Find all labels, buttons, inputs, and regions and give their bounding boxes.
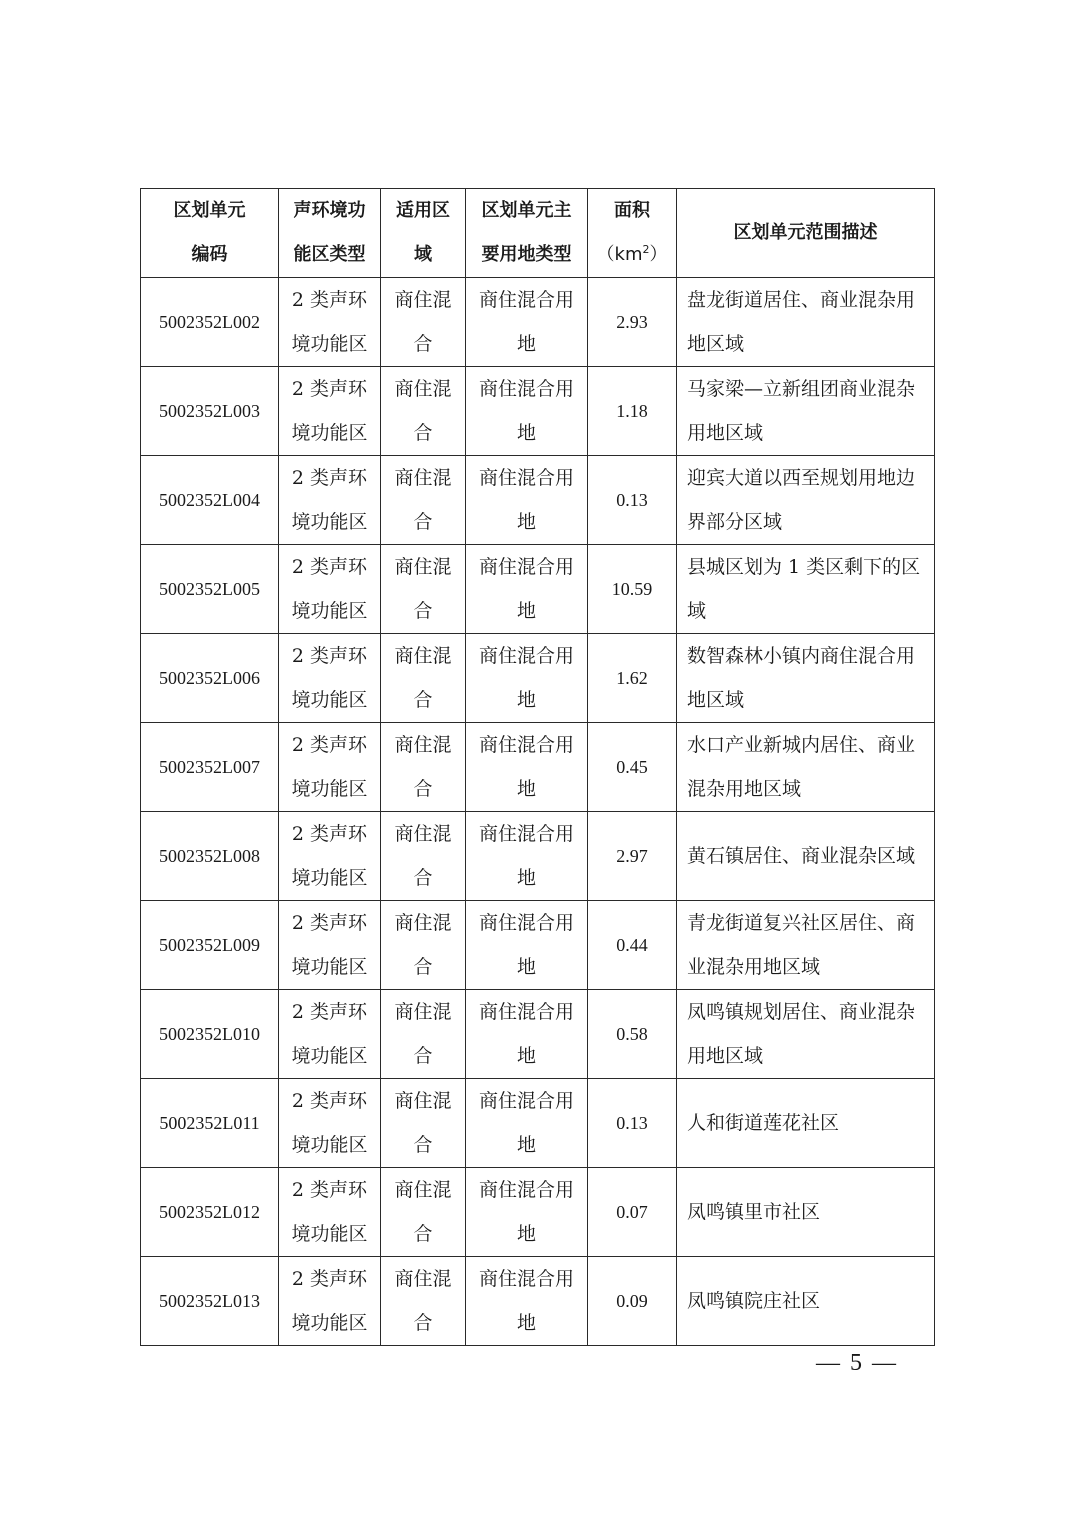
cell-region: 商住混 合	[381, 367, 466, 456]
cell-description: 马家梁—立新组团商业混杂用地区域	[677, 367, 935, 456]
cell-land-type: 商住混合用 地	[466, 367, 588, 456]
header-zone-type: 声环境功 能区类型	[279, 189, 381, 278]
cell-land-type: 商住混合用 地	[466, 1079, 588, 1168]
cell-area: 2.93	[588, 278, 677, 367]
cell-area: 0.13	[588, 456, 677, 545]
table-row	[141, 634, 935, 723]
cell-description: 盘龙街道居住、商业混杂用地区域	[677, 278, 935, 367]
cell-description: 人和街道莲花社区	[677, 1079, 935, 1168]
header-description: 区划单元范围描述	[677, 189, 935, 278]
header-region: 适用区 域	[381, 189, 466, 278]
cell-code: 5002352L012	[141, 1168, 279, 1257]
cell-code: 5002352L002	[141, 278, 279, 367]
zoning-table	[140, 188, 935, 1346]
cell-zone-type: 2 类声环 境功能区	[279, 990, 381, 1079]
cell-region: 商住混 合	[381, 634, 466, 723]
table-row	[141, 1079, 935, 1168]
cell-code: 5002352L003	[141, 367, 279, 456]
header-code: 区划单元 编码	[141, 189, 279, 278]
cell-description: 数智森林小镇内商住混合用地区域	[677, 634, 935, 723]
cell-zone-type: 2 类声环 境功能区	[279, 367, 381, 456]
cell-code: 5002352L006	[141, 634, 279, 723]
table-row	[141, 723, 935, 812]
table-row	[141, 1257, 935, 1346]
page-number: — 5 —	[816, 1350, 898, 1376]
cell-region: 商住混 合	[381, 901, 466, 990]
cell-region: 商住混 合	[381, 1168, 466, 1257]
cell-description: 迎宾大道以西至规划用地边界部分区域	[677, 456, 935, 545]
table-row	[141, 367, 935, 456]
cell-area: 0.07	[588, 1168, 677, 1257]
cell-land-type: 商住混合用 地	[466, 456, 588, 545]
cell-description: 凤鸣镇院庄社区	[677, 1257, 935, 1346]
cell-region: 商住混 合	[381, 990, 466, 1079]
cell-zone-type: 2 类声环 境功能区	[279, 634, 381, 723]
cell-zone-type: 2 类声环 境功能区	[279, 1079, 381, 1168]
cell-area: 0.58	[588, 990, 677, 1079]
cell-land-type: 商住混合用 地	[466, 1168, 588, 1257]
cell-area: 1.18	[588, 367, 677, 456]
table-row	[141, 990, 935, 1079]
cell-land-type: 商住混合用 地	[466, 278, 588, 367]
cell-code: 5002352L011	[141, 1079, 279, 1168]
cell-zone-type: 2 类声环 境功能区	[279, 456, 381, 545]
cell-area: 2.97	[588, 812, 677, 901]
cell-description: 凤鸣镇规划居住、商业混杂用地区域	[677, 990, 935, 1079]
cell-code: 5002352L013	[141, 1257, 279, 1346]
cell-description: 青龙街道复兴社区居住、商业混杂用地区域	[677, 901, 935, 990]
cell-area: 10.59	[588, 545, 677, 634]
table-body	[141, 278, 935, 1346]
table-row	[141, 456, 935, 545]
zoning-table-container	[140, 188, 934, 1346]
cell-zone-type: 2 类声环 境功能区	[279, 545, 381, 634]
table-row	[141, 812, 935, 901]
cell-area: 1.62	[588, 634, 677, 723]
cell-code: 5002352L010	[141, 990, 279, 1079]
cell-area: 0.45	[588, 723, 677, 812]
cell-region: 商住混 合	[381, 812, 466, 901]
cell-code: 5002352L005	[141, 545, 279, 634]
cell-zone-type: 2 类声环 境功能区	[279, 901, 381, 990]
cell-land-type: 商住混合用 地	[466, 634, 588, 723]
table-row	[141, 901, 935, 990]
table-row	[141, 545, 935, 634]
cell-region: 商住混 合	[381, 456, 466, 545]
table-row	[141, 1168, 935, 1257]
header-area: 面积 $(km^2)$	[588, 189, 677, 278]
cell-land-type: 商住混合用 地	[466, 723, 588, 812]
cell-region: 商住混 合	[381, 545, 466, 634]
cell-area: 0.44	[588, 901, 677, 990]
cell-code: 5002352L009	[141, 901, 279, 990]
cell-description: 县城区划为 1 类区剩下的区域	[677, 545, 935, 634]
cell-land-type: 商住混合用 地	[466, 990, 588, 1079]
cell-code: 5002352L004	[141, 456, 279, 545]
table-row	[141, 278, 935, 367]
cell-description: 黄石镇居住、商业混杂区域	[677, 812, 935, 901]
cell-zone-type: 2 类声环 境功能区	[279, 812, 381, 901]
cell-region: 商住混 合	[381, 278, 466, 367]
cell-region: 商住混 合	[381, 723, 466, 812]
cell-land-type: 商住混合用 地	[466, 812, 588, 901]
header-land-type: 区划单元主 要用地类型	[466, 189, 588, 278]
cell-area: 0.09	[588, 1257, 677, 1346]
cell-description: 凤鸣镇里市社区	[677, 1168, 935, 1257]
cell-zone-type: 2 类声环 境功能区	[279, 1257, 381, 1346]
cell-zone-type: 2 类声环 境功能区	[279, 278, 381, 367]
cell-zone-type: 2 类声环 境功能区	[279, 723, 381, 812]
cell-description: 水口产业新城内居住、商业混杂用地区域	[677, 723, 935, 812]
cell-zone-type: 2 类声环 境功能区	[279, 1168, 381, 1257]
cell-land-type: 商住混合用 地	[466, 1257, 588, 1346]
cell-code: 5002352L007	[141, 723, 279, 812]
cell-area: 0.13	[588, 1079, 677, 1168]
cell-land-type: 商住混合用 地	[466, 901, 588, 990]
cell-region: 商住混 合	[381, 1257, 466, 1346]
cell-land-type: 商住混合用 地	[466, 545, 588, 634]
table-header-row	[141, 189, 935, 278]
cell-code: 5002352L008	[141, 812, 279, 901]
cell-region: 商住混 合	[381, 1079, 466, 1168]
